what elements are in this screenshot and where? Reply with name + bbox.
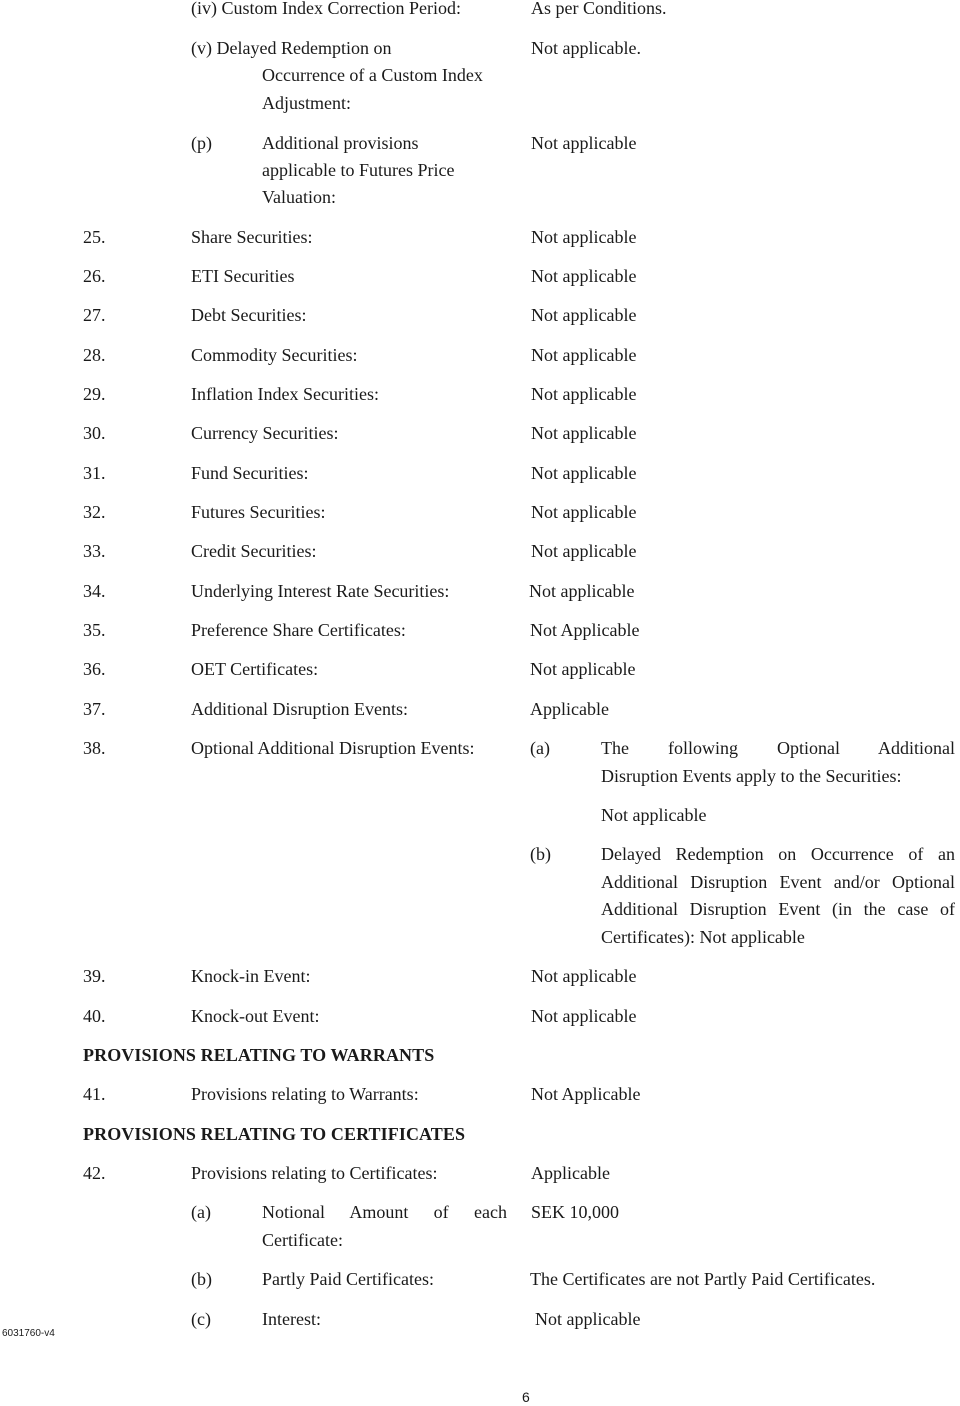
- item-34-number: 34.: [83, 581, 106, 601]
- section-heading-certificates: PROVISIONS RELATING TO CERTIFICATES: [83, 1124, 466, 1144]
- item-38-a-line1: The following Optional Additional: [601, 738, 955, 758]
- item-p-letter: (p): [191, 133, 212, 153]
- item-32-value: Not applicable: [531, 502, 637, 522]
- item-31-number: 31.: [83, 463, 106, 483]
- item-v-label-line1: (v) Delayed Redemption on: [191, 38, 392, 58]
- item-38-b-letter: (b): [530, 844, 551, 864]
- item-41-label: Provisions relating to Warrants:: [191, 1084, 419, 1104]
- item-33-label: Credit Securities:: [191, 541, 317, 561]
- item-26-value: Not applicable: [531, 266, 637, 286]
- item-38-b-line2: Additional Disruption Event and/or Optional: [601, 872, 955, 892]
- item-33-value: Not applicable: [531, 541, 637, 561]
- item-39-value: Not applicable: [531, 966, 637, 986]
- item-30-value: Not applicable: [531, 423, 637, 443]
- item-38-b-line3: Additional Disruption Event (in the case of: [601, 899, 955, 919]
- item-38-b-line1: Delayed Redemption on Occurrence of an: [601, 844, 955, 864]
- item-39-number: 39.: [83, 966, 106, 986]
- item-38-a-letter: (a): [530, 738, 550, 758]
- item-35-label: Preference Share Certificates:: [191, 620, 406, 640]
- item-v-value: Not applicable.: [531, 38, 641, 58]
- item-42-b-label: Partly Paid Certificates:: [262, 1269, 434, 1289]
- item-27-label: Debt Securities:: [191, 305, 307, 325]
- item-37-value: Applicable: [530, 699, 609, 719]
- item-p-label-line1: Additional provisions: [262, 133, 419, 153]
- item-27-number: 27.: [83, 305, 106, 325]
- item-36-number: 36.: [83, 659, 106, 679]
- item-25-number: 25.: [83, 227, 106, 247]
- item-42-value: Applicable: [531, 1163, 610, 1183]
- item-42-a-letter: (a): [191, 1202, 211, 1222]
- item-29-value: Not applicable: [531, 384, 637, 404]
- item-p-label-line2: applicable to Futures Price: [262, 160, 455, 180]
- item-35-number: 35.: [83, 620, 106, 640]
- item-38-a-line2: Disruption Events apply to the Securities:: [601, 766, 902, 786]
- item-p-value: Not applicable: [531, 133, 637, 153]
- item-p-label-line3: Valuation:: [262, 187, 336, 207]
- item-30-label: Currency Securities:: [191, 423, 339, 443]
- item-v-label-line2: Occurrence of a Custom Index: [262, 65, 483, 85]
- item-31-label: Fund Securities:: [191, 463, 309, 483]
- item-34-value: Not applicable: [529, 581, 635, 601]
- page-number: 6: [522, 1389, 530, 1405]
- item-28-value: Not applicable: [531, 345, 637, 365]
- item-42-label: Provisions relating to Certificates:: [191, 1163, 438, 1183]
- document-reference: 6031760-v4: [2, 1328, 55, 1339]
- section-heading-warrants: PROVISIONS RELATING TO WARRANTS: [83, 1045, 435, 1065]
- item-42-number: 42.: [83, 1163, 106, 1183]
- item-iv-label: (iv) Custom Index Correction Period:: [191, 0, 461, 18]
- item-32-number: 32.: [83, 502, 106, 522]
- item-38-label: Optional Additional Disruption Events:: [191, 738, 475, 758]
- item-40-label: Knock-out Event:: [191, 1006, 320, 1026]
- item-27-value: Not applicable: [531, 305, 637, 325]
- item-42-b-value: The Certificates are not Partly Paid Certificates.: [530, 1269, 876, 1289]
- item-42-a-line1: Notional Amount of each: [262, 1202, 507, 1222]
- item-42-a-value: SEK 10,000: [531, 1202, 620, 1222]
- item-41-number: 41.: [83, 1084, 106, 1104]
- item-25-value: Not applicable: [531, 227, 637, 247]
- item-42-a-line2: Certificate:: [262, 1230, 343, 1250]
- item-35-value: Not Applicable: [530, 620, 640, 640]
- item-38-a-value: Not applicable: [601, 805, 707, 825]
- item-26-number: 26.: [83, 266, 106, 286]
- item-42-c-value: Not applicable: [535, 1309, 641, 1329]
- item-36-value: Not applicable: [530, 659, 636, 679]
- item-26-label: ETI Securities: [191, 266, 295, 286]
- item-v-label-line3: Adjustment:: [262, 93, 351, 113]
- item-28-label: Commodity Securities:: [191, 345, 358, 365]
- item-iv-value: As per Conditions.: [531, 0, 667, 18]
- item-38-b-line4: Certificates): Not applicable: [601, 927, 805, 947]
- item-31-value: Not applicable: [531, 463, 637, 483]
- item-42-b-letter: (b): [191, 1269, 212, 1289]
- item-36-label: OET Certificates:: [191, 659, 319, 679]
- item-38-number: 38.: [83, 738, 106, 758]
- item-40-value: Not applicable: [531, 1006, 637, 1026]
- item-42-c-label: Interest:: [262, 1309, 321, 1329]
- item-30-number: 30.: [83, 423, 106, 443]
- item-42-c-letter: (c): [191, 1309, 211, 1329]
- item-25-label: Share Securities:: [191, 227, 313, 247]
- item-39-label: Knock-in Event:: [191, 966, 311, 986]
- item-32-label: Futures Securities:: [191, 502, 326, 522]
- item-40-number: 40.: [83, 1006, 106, 1026]
- item-37-label: Additional Disruption Events:: [191, 699, 408, 719]
- item-34-label: Underlying Interest Rate Securities:: [191, 581, 450, 601]
- item-29-number: 29.: [83, 384, 106, 404]
- item-28-number: 28.: [83, 345, 106, 365]
- item-41-value: Not Applicable: [531, 1084, 641, 1104]
- item-29-label: Inflation Index Securities:: [191, 384, 379, 404]
- item-37-number: 37.: [83, 699, 106, 719]
- item-33-number: 33.: [83, 541, 106, 561]
